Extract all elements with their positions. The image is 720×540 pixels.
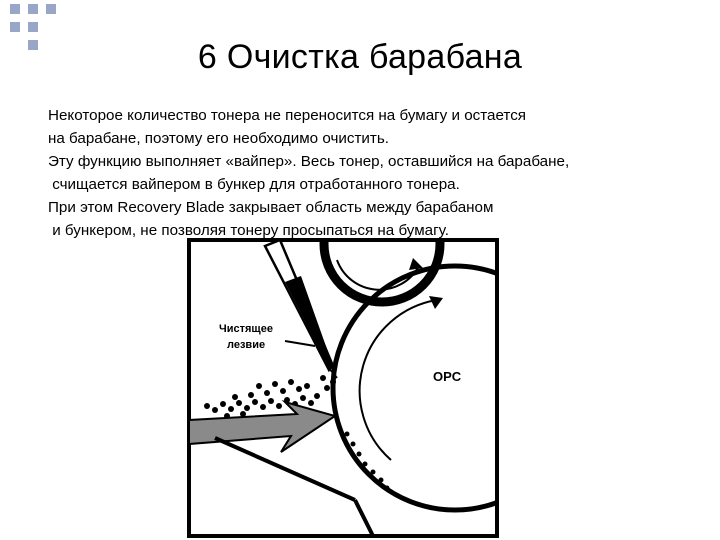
drum-surface-toner [345, 432, 390, 491]
blade-label-line1: Чистящее [219, 323, 273, 335]
drum-label: OPC [433, 369, 462, 384]
paragraph-line: на барабане, поэтому его необходимо очистить. [48, 130, 389, 147]
body-text [48, 104, 698, 242]
paragraph-line: Некоторое количество тонера не переносится на бумагу и остается [48, 107, 527, 124]
blade-label-line2: лезвие [227, 339, 266, 351]
deco-square [46, 4, 56, 14]
cleaning-diagram [187, 238, 499, 538]
slide-title: 6 Очистка барабана [197, 38, 523, 76]
paragraph-line: Эту функцию выполняет «вайпер». Весь тонер, оставшийся на барабане, [48, 153, 570, 170]
paragraph-line: При этом Recovery Blade закрывает область между барабаном [48, 199, 494, 216]
paragraph-line: и бункером, не позволяя тонеру просыпаться на бумагу. [48, 222, 449, 239]
deco-square [10, 4, 20, 14]
deco-square [28, 4, 38, 14]
deco-square [28, 22, 38, 32]
label-pointer [285, 341, 315, 346]
opc-drum [333, 266, 499, 510]
deco-square [10, 22, 20, 32]
paragraph-line: счищается вайпером в бункер для отработанного тонера. [48, 176, 460, 193]
